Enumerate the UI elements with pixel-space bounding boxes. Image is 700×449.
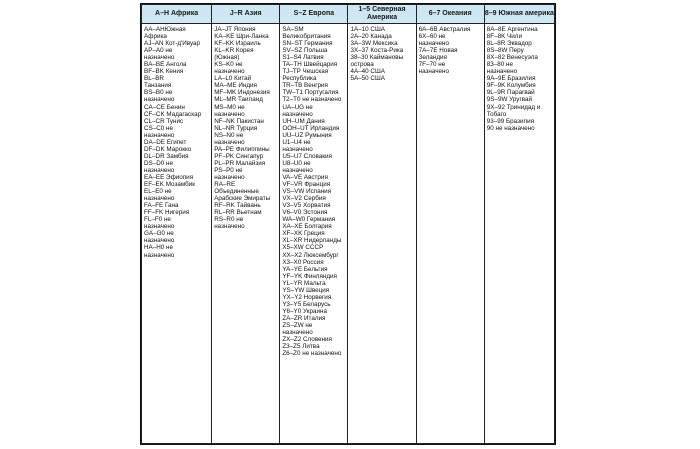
code-range-line: VF–VR Франция [282,181,331,189]
header-oceania: 6–7 Океания [416,5,484,24]
code-range-line: UA–UG не [282,103,313,111]
code-range-line: назначено [282,145,313,153]
code-range-line: назначено [282,329,313,337]
header-north-america: 1–5 Северная Америка [348,5,416,24]
code-range-line: SV–SZ Польша [282,47,328,55]
code-range-line: 83–80 не [486,61,513,69]
code-range-line: HA–H0 не [144,244,174,252]
header-south-america: 8–9 Южная америка [484,5,554,24]
code-range-line: Зеландия [418,54,447,62]
code-range-line: 8F–8K Чили [486,33,522,41]
code-range-line: YA–YE Бельгия [282,265,328,273]
code-range-line: DA–DE Египет [144,138,187,146]
code-range-line: DF–DK Марокко [144,145,192,153]
code-range-line: TW–T1 Португалия [282,89,339,97]
code-range-line: Z3–Z5 Литва [282,343,320,351]
code-range-line: BA–BE Ангола [144,61,187,69]
code-range-line: VS–VW Испания [282,188,332,196]
code-range-line: 38–30 Каймановы [350,54,404,62]
code-range-line: KL–KR Корея [214,47,254,55]
code-range-line: назначено [144,237,175,245]
code-range-line: Z6–Z0 не назначено [282,350,342,358]
code-range-line: 7A–7E Новая [418,47,458,55]
column-europe [280,24,348,444]
table-body-row [142,24,555,444]
code-range-line: U5–U7 Словакия [282,152,332,160]
code-range-line: 3X–37 Коста-Рика [350,47,404,55]
code-range-line: ML–MR Таиланд [214,96,263,104]
code-range-line: KS–K0 не [214,61,243,69]
vin-region-table [141,4,555,444]
code-range-line: 9S–9W Уругвай [486,96,533,104]
code-range-line: EL–E0 не [144,188,172,196]
code-range-line: FL–F0 не [144,216,171,224]
code-range-line: Танзания [144,82,172,90]
code-range-line: VX–V2 Сербия [282,195,326,203]
code-range-line: DS–D0 не [144,159,174,167]
code-range-line: TJ–TP Чешская [282,68,329,76]
code-range-line: AP–A0 не [144,47,173,55]
code-range-line: назначено [214,223,245,231]
code-range-line: VA–VE Австрия [282,173,328,181]
code-range-line: PL–PR Малайзия [214,159,266,167]
code-range-line: назначено [144,195,175,203]
code-range-line: ZA–ZR Италия [282,314,326,322]
code-range-line: EF–EK Мозамбик [144,181,195,189]
vin-region-table-container [140,3,556,445]
code-range-line: BL–BR [144,75,164,83]
code-range-line: MF–MK Индонезия [214,89,270,97]
code-range-line: 6A–6B Австралия [418,26,471,33]
code-range-line: X5–XW СССР [282,244,324,252]
code-range-line: FA–FE Гана [144,202,179,210]
code-range-line: назначено [214,68,245,76]
code-range-line: FF–FK Нигерия [144,209,190,217]
header-asia: J–R Азия [212,5,280,24]
code-range-line: YF–YK Финляндия [282,272,337,280]
code-range-line: назначено [282,166,313,174]
code-range-line: CA–CE Бенин [144,103,185,111]
code-range-line: назначено [144,166,175,174]
code-range-line: X3–X0 Россия [282,258,324,266]
column-africa [142,24,212,444]
code-range-line: XA–XE Болгария [282,223,332,231]
column-oceania [416,24,484,444]
code-range-line: назначено [214,110,245,118]
code-range-line: назначено [214,173,245,181]
code-range-line: YS–YW Швеция [282,286,330,294]
code-range-line: CL–CR Тунис [144,117,184,125]
code-range-line: PA–PE Филиппины [214,145,270,153]
code-range-line: LA–L0 Китай [214,75,252,83]
code-range-line: MS–M0 не [214,103,245,111]
code-range-line: 3A–3W Мексика [350,40,398,48]
code-range-line: 90 не назначено [486,124,535,132]
code-range-line: назначено [486,68,518,76]
code-range-line: назначено [214,138,245,146]
code-range-line: (Южная) [214,54,240,62]
code-range-line: MA–ME Индия [214,82,257,90]
code-range-line: UH–UM Дания [282,117,325,125]
code-range-line: DL–DR Замбия [144,152,189,160]
code-range-line: назначено [144,54,175,62]
code-range-line: Арабские Эмираты [214,195,271,203]
column-north-america [348,24,416,444]
code-range-line: 1A–10 США [350,26,385,33]
code-range-line: CS–C0 не [144,124,174,132]
code-range-line: V6–V0 Эстония [282,209,328,217]
code-range-line: U1–U4 не [282,138,311,146]
code-range-line: Y6–Y0 Украина [282,307,327,315]
column-south-america [484,24,554,444]
code-range-line: NS–N0 не [214,131,244,139]
code-range-line: 8A–8E Аргентина [486,26,538,33]
code-range-line: AJ–AN Кот-д'Ивуар [144,40,201,48]
code-range-line: S1–S4 Латвия [282,54,324,62]
code-range-line: назначено [144,223,175,231]
code-range-line: PF–PK Сингапур [214,152,264,160]
code-range-line: назначено [144,131,175,139]
code-range-line: XX–X2 Люксембург [282,251,339,259]
header-africa: A–H Африка [142,5,212,24]
code-range-line: XL–XR Нидерланды [282,237,342,245]
code-range-line: V3–V5 Хорватия [282,202,331,210]
code-range-line: JA–JT Япония [214,26,256,33]
code-range-line: RL–RR Вьетнам [214,209,262,217]
code-range-line: YL–YR Мальта [282,279,326,287]
code-range-line: AA–AHЮжная [144,26,186,33]
code-range-line: GA–G0 не [144,230,174,238]
code-range-line: YX–Y2 Норвегия [282,293,332,301]
code-range-line: OOH–UT Ирландия [282,124,340,132]
code-range-line: назначено [418,68,450,76]
code-range-line: NL–NR Турция [214,124,258,132]
code-range-line: 93–99 Бразилия [486,117,535,125]
code-range-line: Африка [144,33,167,41]
code-range-line: ZX–Z2 Словения [282,336,332,344]
code-range-line: 9L–9R Парагвай [486,89,535,97]
code-range-line: Республика [282,75,317,83]
code-range-line: 4A–40 США [350,68,385,76]
code-range-line: XF–XK Греция [282,230,325,238]
code-range-line: UU–UZ Румыния [282,131,332,139]
code-range-line: назначено [282,110,313,118]
code-range-line: RS–R0 не [214,216,244,224]
code-range-line: назначено [418,40,450,48]
code-range-line: CF–CK Мадагаскар [144,110,202,118]
code-range-line: NF–NK Пакистан [214,117,264,125]
code-range-line: 2A–20 Канада [350,33,392,41]
code-range-line: WA–W0 Германия [282,216,336,224]
code-range-line: BF–BK Кения [144,68,184,76]
code-range-line: BS–B0 не [144,89,173,97]
column-asia [212,24,280,444]
code-range-line: KA–KE Шри-Ланка [214,33,269,41]
code-range-line: KF–KK Израиль [214,40,261,48]
code-range-line: EA–EE Эфиопия [144,173,194,181]
code-range-line: 9X–92 Тринидад и [486,103,541,111]
code-range-line: RA–RE [214,181,236,189]
code-range-line: PS–P0 не [214,166,243,174]
code-range-line: назначено [144,251,175,259]
header-europe: S–Z Европа [280,5,348,24]
code-range-line: 8L–8R Эквадор [486,40,532,48]
code-range-line: SN–ST Германия [282,40,333,48]
code-range-line: U8–U0 не [282,159,311,167]
code-range-line: ZS–ZW не [282,321,313,329]
code-range-line: 6X–60 не [418,33,446,41]
code-range-line: T2–T0 не назначено [282,96,342,104]
code-range-line: TA–TH Швейцария [282,61,338,69]
code-range-line: Y3–Y5 Беларусь [282,300,331,308]
code-range-line: 8X–82 Венесуэла [486,54,538,62]
code-range-line: SA–SM [282,26,304,33]
code-range-line: назначено [144,96,175,104]
code-range-line: 9A–9E Бразилия [486,75,536,83]
code-range-line: RF–RK Тайвань [214,202,261,210]
code-range-line: Великобритания [282,33,331,41]
code-range-line: 5A–50 США [350,75,385,83]
table-header-row [142,5,555,24]
code-range-line: Тобаго [486,110,507,118]
code-range-line: острова [350,61,374,69]
code-range-line: 7F–70 не [418,61,446,69]
code-range-line: TR–TB Венгрия [282,82,328,90]
code-range-line: Объединенные [214,188,259,196]
code-range-line: 8S–8W Перу [486,47,524,55]
code-range-line: 9F–9K Колумбия [486,82,536,90]
